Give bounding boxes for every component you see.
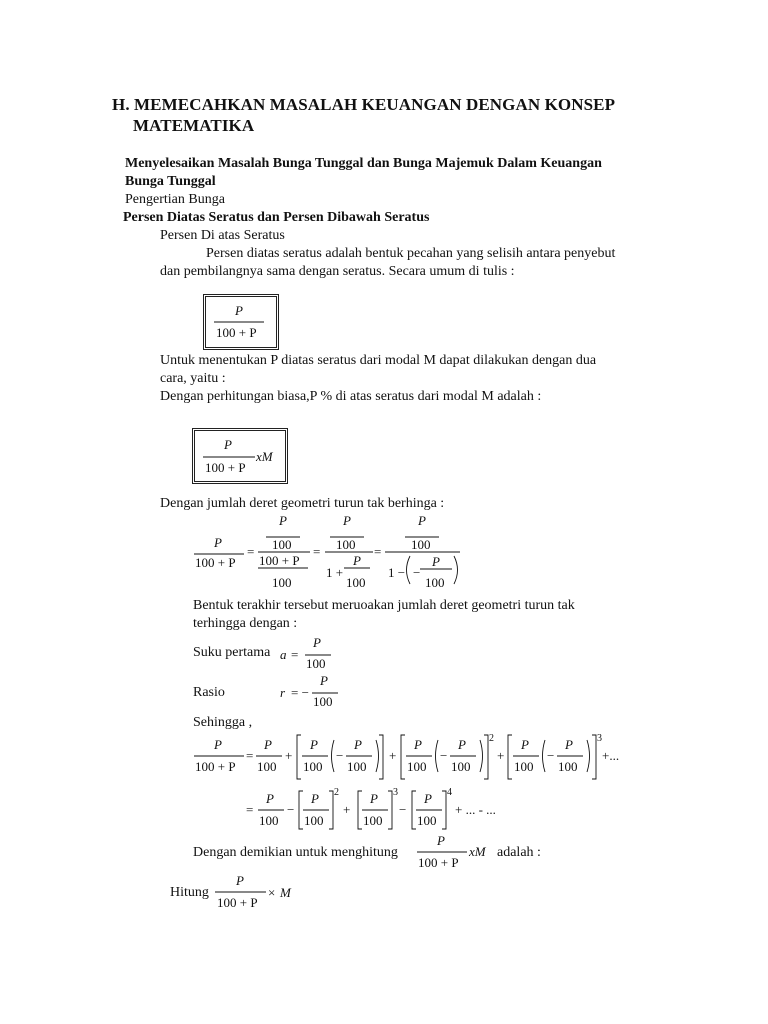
svg-text:P: P (266, 791, 274, 806)
paragraph-4: Dengan jumlah deret geometri turun tak berhinga : (160, 496, 445, 511)
svg-text:P: P (320, 673, 328, 688)
svg-text:+: + (497, 748, 505, 763)
svg-text:= −: = − (291, 685, 309, 700)
svg-text:×: × (268, 885, 276, 900)
svg-text:P: P (311, 791, 319, 806)
svg-text:100: 100 (411, 537, 431, 552)
svg-text:P: P (310, 737, 318, 752)
label-rasio: Rasio (193, 685, 225, 700)
svg-text:P: P (437, 833, 445, 848)
subheading-bunga-tunggal: Bunga Tunggal (125, 174, 216, 189)
svg-text:=: = (246, 802, 254, 817)
svg-text:100: 100 (558, 759, 578, 774)
subheading-masalah: Menyelesaikan Masalah Bunga Tunggal dan Bunga Majemuk Dalam Keuangan (125, 156, 602, 171)
subheading-pengertian-bunga: Pengertian Bunga (125, 192, 225, 207)
paragraph-1a: Persen diatas seratus adalah bentuk pecahan yang selisih antara penyebut (206, 246, 616, 261)
svg-text:100: 100 (313, 694, 333, 709)
svg-text:=: = (247, 544, 255, 559)
svg-text:+: + (343, 802, 351, 817)
svg-text:100 + P: 100 + P (195, 759, 236, 774)
svg-text:P: P (343, 513, 351, 528)
svg-text:1 −: 1 − (388, 565, 406, 580)
svg-text:100: 100 (272, 575, 292, 590)
svg-text:+ ... - ...: + ... - ... (455, 802, 496, 817)
svg-text:P: P (214, 737, 222, 752)
paragraph-5b: terhingga dengan : (193, 616, 298, 631)
svg-text:−: − (287, 802, 295, 817)
svg-text:P: P (424, 791, 432, 806)
section-heading-line1: H. MEMECAHKAN MASALAH KEUANGAN DENGAN KONSEP (112, 95, 616, 114)
svg-text:100 + P: 100 + P (418, 855, 459, 870)
svg-text:100: 100 (514, 759, 534, 774)
label-adalah: adalah : (497, 845, 541, 860)
svg-text:P: P (418, 513, 426, 528)
subheading-persen: Persen Diatas Seratus dan Persen Dibawah Seratus (123, 210, 430, 225)
svg-text:P: P (279, 513, 287, 528)
svg-text:P: P (353, 553, 361, 568)
subheading-persen-di-atas: Persen Di atas Seratus (160, 228, 285, 243)
svg-text:−: − (440, 748, 448, 763)
svg-text:100: 100 (363, 813, 383, 828)
svg-text:100: 100 (272, 537, 292, 552)
svg-text:P: P (354, 737, 362, 752)
svg-text:100: 100 (304, 813, 324, 828)
svg-text:100: 100 (259, 813, 279, 828)
svg-text:3: 3 (393, 787, 398, 798)
svg-text:=: = (313, 544, 321, 559)
svg-text:100: 100 (425, 575, 445, 590)
paragraph-2b: cara, yaitu : (160, 371, 226, 386)
svg-text:xM: xM (469, 844, 486, 859)
svg-text:P: P (414, 737, 422, 752)
svg-text:=: = (374, 544, 382, 559)
label-dengan-demikian: Dengan demikian untuk menghitung (193, 845, 398, 860)
svg-text:100 + P: 100 + P (195, 555, 236, 570)
svg-text:=: = (246, 748, 254, 763)
svg-text:100: 100 (407, 759, 427, 774)
svg-text:100: 100 (451, 759, 471, 774)
svg-text:100: 100 (346, 575, 366, 590)
svg-text:100 + P: 100 + P (205, 460, 246, 475)
paragraph-1b: dan pembilangnya sama dengan seratus. Secara umum di tulis : (160, 264, 515, 279)
paragraph-2a: Untuk menentukan P diatas seratus dari modal M dapat dilakukan dengan dua (160, 353, 597, 368)
svg-text:+: + (285, 748, 293, 763)
svg-text:100 + P: 100 + P (259, 553, 300, 568)
svg-text:P: P (521, 737, 529, 752)
svg-text:P: P (264, 737, 272, 752)
svg-text:a: a (280, 647, 287, 662)
svg-text:P: P (235, 303, 243, 318)
svg-text:2: 2 (489, 733, 494, 744)
svg-text:100: 100 (257, 759, 277, 774)
svg-text:P: P (432, 554, 440, 569)
svg-text:P: P (236, 873, 244, 888)
section-heading-line2: MATEMATIKA (133, 116, 255, 135)
svg-text:100: 100 (417, 813, 437, 828)
svg-text:1 +: 1 + (326, 565, 344, 580)
svg-text:−: − (413, 565, 421, 580)
paragraph-3: Dengan perhitungan biasa,P % di atas seratus dari modal M adalah : (160, 389, 542, 404)
svg-text:r: r (280, 685, 286, 700)
svg-text:3: 3 (597, 733, 602, 744)
svg-text:+: + (389, 748, 397, 763)
svg-text:−: − (399, 802, 407, 817)
svg-text:100: 100 (306, 656, 326, 671)
label-sehingga: Sehingga , (193, 715, 253, 730)
svg-text:P: P (214, 535, 222, 550)
svg-text:P: P (224, 437, 232, 452)
svg-text:2: 2 (334, 787, 339, 798)
svg-text:4: 4 (447, 787, 452, 798)
svg-text:=: = (291, 647, 299, 662)
svg-text:P: P (313, 635, 321, 650)
svg-text:P: P (458, 737, 466, 752)
svg-text:100 + P: 100 + P (216, 325, 257, 340)
svg-text:−: − (547, 748, 555, 763)
svg-text:100: 100 (303, 759, 323, 774)
svg-text:xM: xM (256, 449, 273, 464)
svg-text:100: 100 (336, 537, 356, 552)
svg-text:+...: +... (602, 748, 620, 763)
svg-text:100 + P: 100 + P (217, 895, 258, 910)
svg-text:P: P (370, 791, 378, 806)
svg-text:M: M (280, 885, 291, 900)
paragraph-5a: Bentuk terakhir tersebut meruoakan jumlah deret geometri turun tak (193, 598, 575, 613)
svg-text:100: 100 (347, 759, 367, 774)
label-hitung: Hitung (170, 885, 209, 900)
svg-text:P: P (565, 737, 573, 752)
label-suku-pertama: Suku pertama (193, 645, 271, 660)
svg-text:−: − (336, 748, 344, 763)
